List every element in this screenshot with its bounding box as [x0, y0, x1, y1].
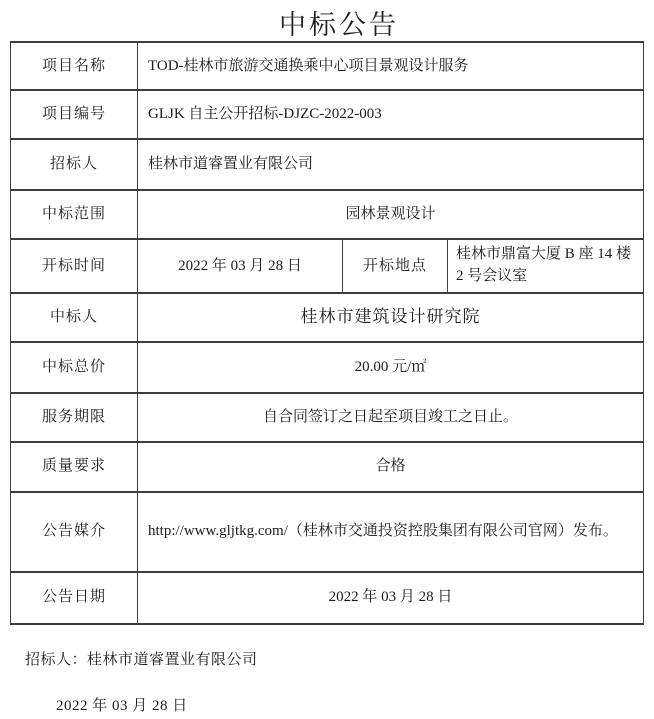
table-row-bid-scope [11, 190, 644, 239]
table-row-quality [11, 442, 644, 492]
table-row-service-period [11, 393, 644, 442]
footer-date-line: 2022 年 03 月 28 日 [56, 698, 188, 714]
table-row-bid-opening [11, 239, 644, 293]
row-label: 公告日期 [11, 572, 138, 624]
row-value: 桂林市道睿置业有限公司 [138, 139, 644, 190]
row-value: http://www.gljtkg.com/（桂林市交通投资控股集团有限公司官网）发布。 [138, 492, 644, 572]
row-value: GLJK 自主公开招标-DJZC-2022-003 [138, 90, 644, 139]
table-row-announcement-date [11, 572, 644, 624]
table-row-bid-price [11, 342, 644, 393]
footer-bidder-line: 招标人：桂林市道睿置业有限公司 [25, 652, 258, 668]
table-row-winner [11, 293, 644, 342]
row-label: 招标人 [11, 139, 138, 190]
row-value-place: 桂林市鼎富大厦 B 座 14 楼 2 号会议室 [448, 239, 644, 293]
row-label: 中标总价 [11, 342, 138, 393]
bid-announcement-table [10, 41, 644, 625]
row-label: 中标人 [11, 293, 138, 342]
table-row-project-number [11, 90, 644, 139]
row-label: 质量要求 [11, 442, 138, 492]
row-label: 项目编号 [11, 90, 138, 139]
row-label: 公告媒介 [11, 492, 138, 572]
row-value: 自合同签订之日起至项目竣工之日止。 [138, 393, 644, 442]
row-value: 园林景观设计 [138, 190, 644, 239]
row-label-place: 开标地点 [343, 239, 448, 293]
row-label: 中标范围 [11, 190, 138, 239]
row-value: 桂林市建筑设计研究院 [138, 293, 644, 342]
row-value: 2022 年 03 月 28 日 [138, 572, 644, 624]
row-label: 服务期限 [11, 393, 138, 442]
row-label: 项目名称 [11, 42, 138, 90]
row-label: 开标时间 [11, 239, 138, 293]
table-row-tenderer [11, 139, 644, 190]
row-value: TOD-桂林市旅游交通换乘中心项目景观设计服务 [138, 42, 644, 90]
row-value-time: 2022 年 03 月 28 日 [138, 239, 343, 293]
table-row-project-name [11, 42, 644, 90]
row-value: 20.00 元/㎡ [138, 342, 644, 393]
page-title: 中标公告 [279, 10, 399, 40]
row-value: 合格 [138, 442, 644, 492]
table-row-announcement-media [11, 492, 644, 572]
